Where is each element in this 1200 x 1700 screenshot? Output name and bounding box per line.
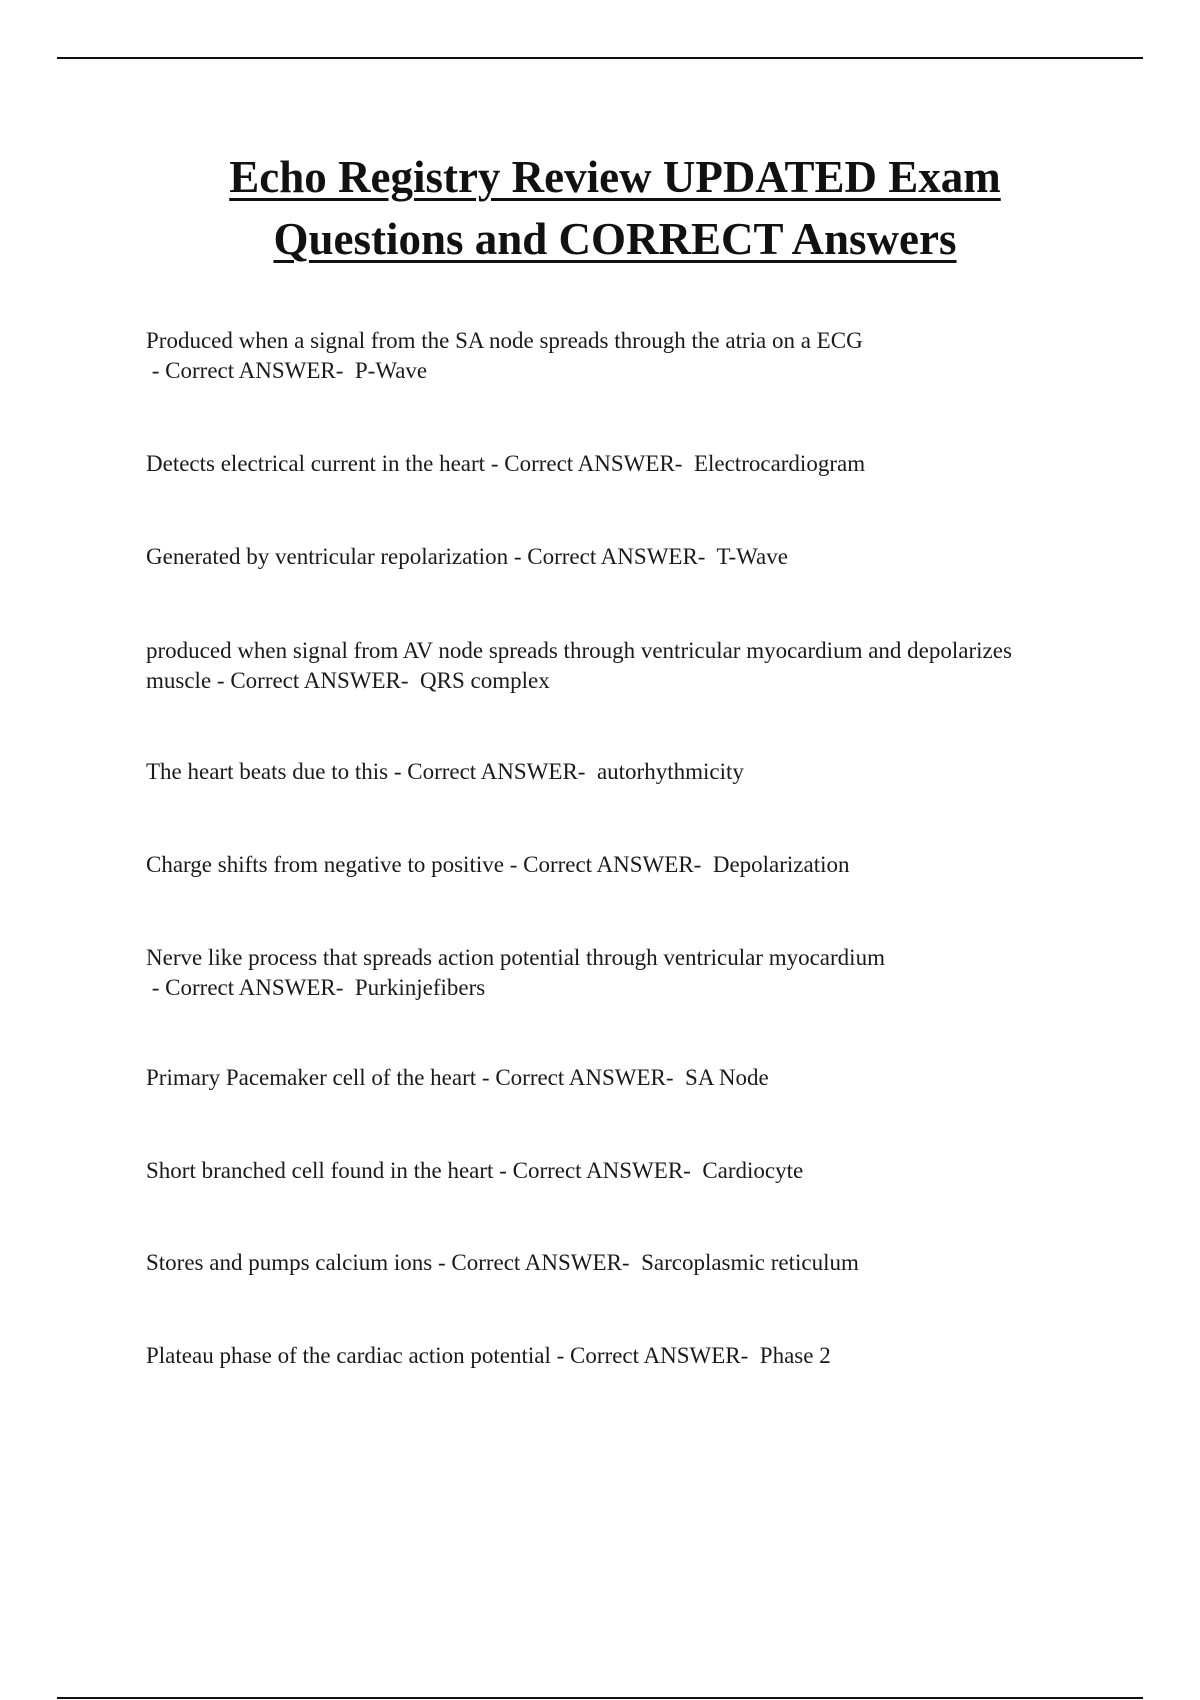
answer-label: - Correct ANSWER- bbox=[211, 668, 421, 693]
question-text: Primary Pacemaker cell of the heart bbox=[146, 1065, 477, 1090]
question-text: Detects electrical current in the heart bbox=[146, 451, 486, 476]
qa-item bbox=[146, 449, 1076, 479]
qa-item bbox=[146, 636, 1076, 696]
question-text: Plateau phase of the cardiac action potential bbox=[146, 1343, 551, 1368]
question-text: Charge shifts from negative to positive bbox=[146, 852, 504, 877]
answer-label: - Correct ANSWER- bbox=[432, 1250, 642, 1275]
qa-item bbox=[146, 850, 1076, 880]
answer-text: Depolarization bbox=[712, 852, 850, 877]
answer-label: - Correct ANSWER- bbox=[146, 975, 355, 1000]
answer-text: QRS complex bbox=[420, 668, 550, 693]
answer-label: - Correct ANSWER- bbox=[485, 451, 694, 476]
answer-text: T-Wave bbox=[716, 544, 788, 569]
answer-label: - Correct ANSWER- bbox=[476, 1065, 686, 1090]
answer-text: Sarcoplasmic reticulum bbox=[641, 1250, 859, 1275]
title-line-1: Echo Registry Review UPDATED Exam bbox=[229, 152, 1001, 202]
question-text: Stores and pumps calcium ions bbox=[146, 1250, 433, 1275]
answer-text: P-Wave bbox=[354, 358, 428, 383]
qa-item bbox=[146, 943, 1076, 1003]
qa-item bbox=[146, 1341, 1076, 1371]
question-text: Generated by ventricular repolarization bbox=[146, 544, 509, 569]
answer-text: Cardiocyte bbox=[702, 1158, 804, 1183]
page-title bbox=[150, 146, 1080, 270]
top-rule bbox=[57, 57, 1143, 59]
answer-label: - Correct ANSWER- bbox=[493, 1158, 703, 1183]
title-line-2: Questions and CORRECT Answers bbox=[273, 214, 957, 264]
question-text: Short branched cell found in the heart bbox=[146, 1158, 494, 1183]
question-text: produced when signal from AV node spreads through ventricular myocardium and depolarizes muscle bbox=[146, 638, 1012, 693]
answer-text: Purkinjefibers bbox=[354, 975, 486, 1000]
qa-item bbox=[146, 542, 1076, 572]
bottom-rule bbox=[57, 1697, 1143, 1699]
answer-label: - Correct ANSWER- bbox=[550, 1343, 760, 1368]
question-text: Produced when a signal from the SA node spreads through the atria on a ECG bbox=[146, 328, 863, 353]
qa-item bbox=[146, 757, 1076, 787]
answer-text: Phase 2 bbox=[759, 1343, 831, 1368]
qa-item bbox=[146, 326, 1076, 386]
answer-label: - Correct ANSWER- bbox=[388, 759, 597, 784]
answer-text: autorhythmicity bbox=[596, 759, 744, 784]
qa-item bbox=[146, 1063, 1076, 1093]
answer-text: SA Node bbox=[685, 1065, 769, 1090]
question-text: The heart beats due to this bbox=[146, 759, 389, 784]
answer-label: - Correct ANSWER- bbox=[503, 852, 713, 877]
qa-item bbox=[146, 1156, 1076, 1186]
answer-label: - Correct ANSWER- bbox=[508, 544, 717, 569]
qa-item bbox=[146, 1248, 1076, 1278]
answer-label: - Correct ANSWER- bbox=[146, 358, 355, 383]
answer-text: Electrocardiogram bbox=[693, 451, 866, 476]
question-text: Nerve like process that spreads action potential through ventricular myocardium bbox=[146, 945, 885, 970]
